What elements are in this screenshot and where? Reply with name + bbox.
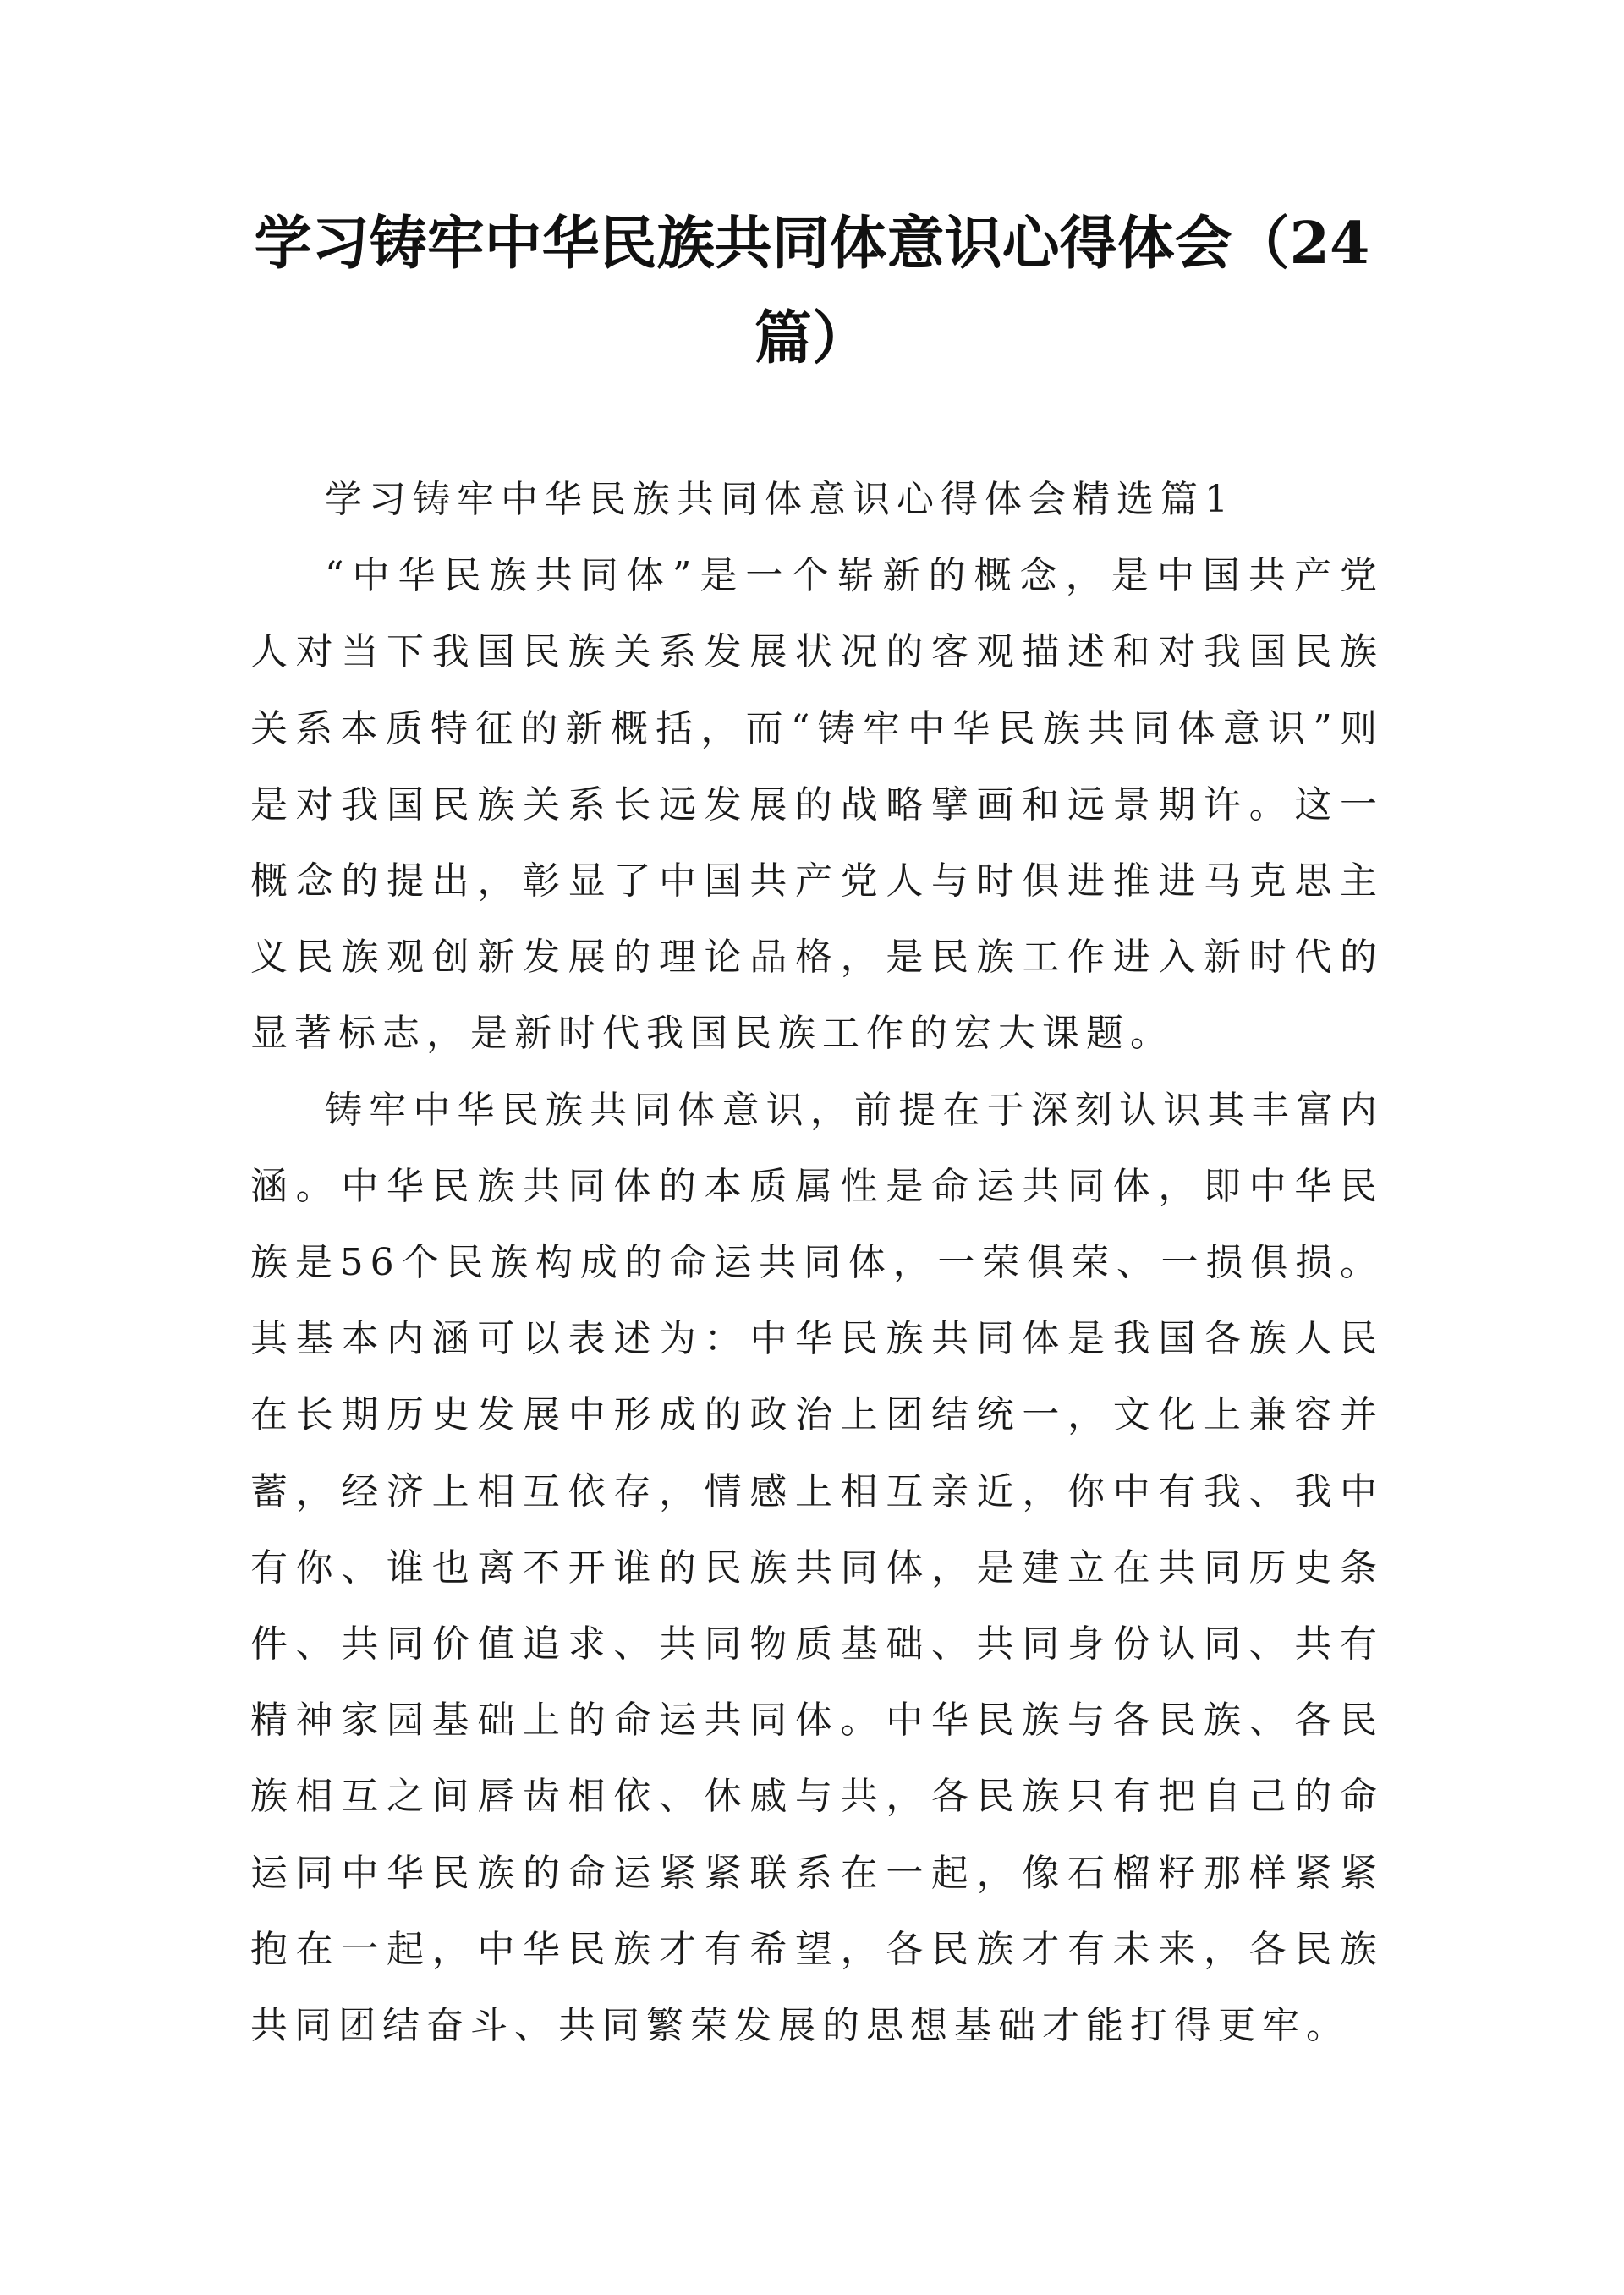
body-paragraph-2: 铸牢中华民族共同体意识，前提在于深刻认识其丰富内涵。中华民族共同体的本质属性是命运共同体，即中华民族是56个民族构成的命运共同体，一荣俱荣、一损俱损。其基本内涵可以表述为：中华民族共同体是我国各族人民在长期历史发展中形成的政治上团结统一，文化上兼容并蓄，经济上相互依存，情感上相互亲近，你中有我、我中有你、谁也离不开谁的民族共同体，是建立在共同历史条件、共同价值追求、共同物质基础、共同身份认同、共有精神家园基础上的命运共同体。中华民族与各民族、各民族相互之间唇齿相依、休戚与共，各民族只有把自己的命运同中华民族的命运紧紧联系在一起，像石榴籽那样紧紧抱在一起，中华民族才有希望，各民族才有未来，各民族共同团结奋斗、共同繁荣发展的思想基础才能打得更牢。: [250, 1088, 1384, 2048]
document-title: 学习铸牢中华民族共同体意识心得体会（24篇）: [254, 210, 1370, 372]
document-body: [250, 462, 1384, 2064]
body-paragraph-1: “中华民族共同体”是一个崭新的概念，是中国共产党人对当下我国民族关系发展状况的客观描述和对我国民族关系本质特征的新概括，而“铸牢中华民族共同体意识”则是对我国民族关系长远发展的战略擘画和远景期许。这一概念的提出，彰显了中国共产党人与时俱进推进马克思主义民族观创新发展的理论品格，是民族工作进入新时代的显著标志，是新时代我国民族工作的宏大课题。: [250, 554, 1384, 1056]
section-subheading: 学习铸牢中华民族共同体意识心得体会精选篇1: [325, 478, 1235, 521]
